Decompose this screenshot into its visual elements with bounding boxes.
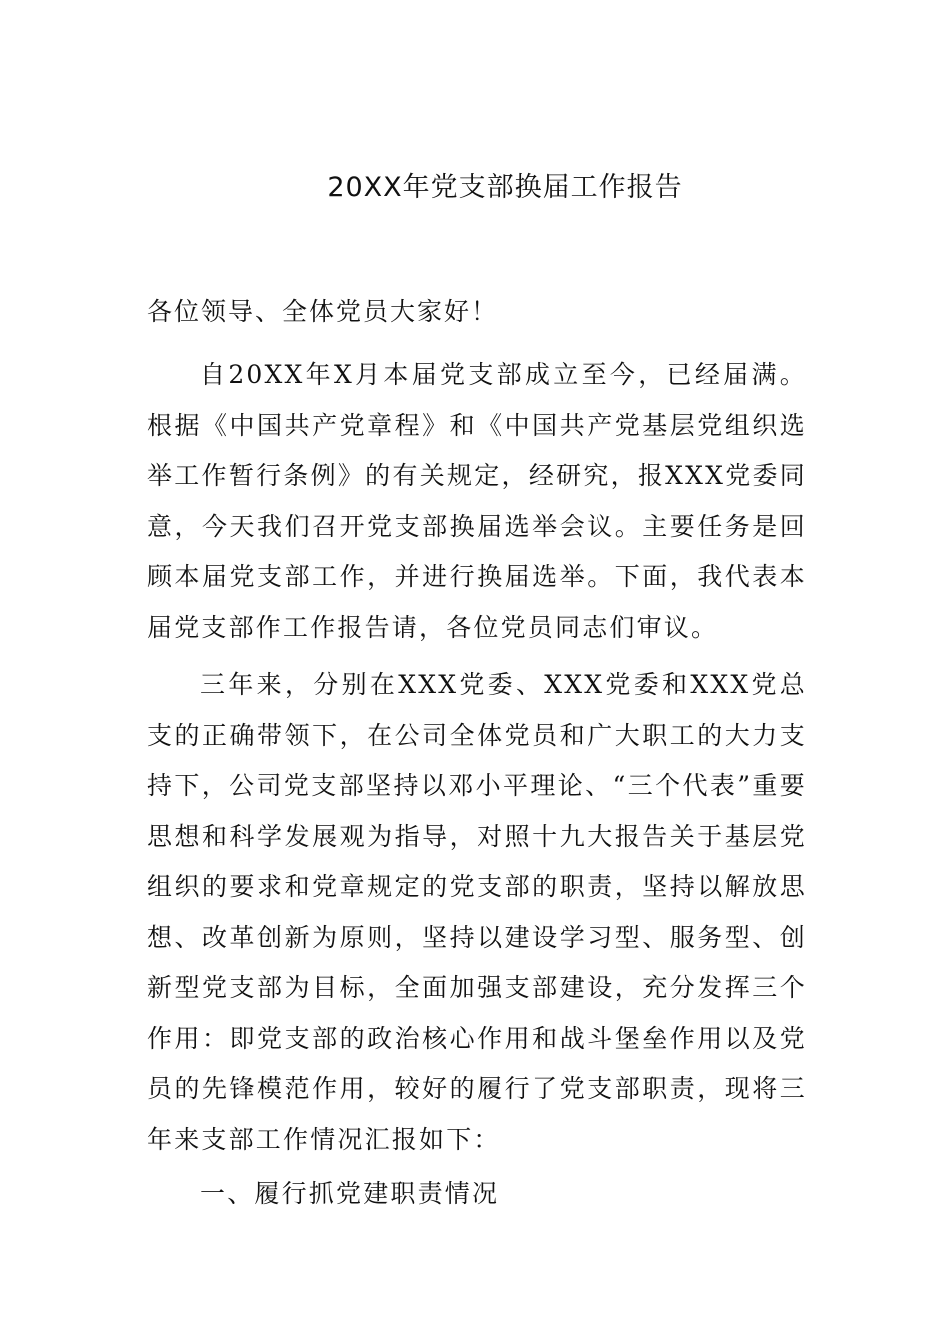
body-paragraph-1: 自20XX年X月本届党支部成立至今，已经届满。根据《中国共产党章程》和《中国共产党基层党组织选举工作暂行条例》的有关规定，经研究，报XXX党委同意，今天我们召开党支部换届选举会议。主要任务是回顾本届党支部工作，并进行换届选举。下面，我代表本届党支部作工作报告请，各位党员同志们审议。	[147, 360, 807, 642]
document-title: 20XX年党支部换届工作报告	[327, 172, 683, 203]
section-heading: 一、履行抓党建职责情况	[200, 1179, 500, 1208]
body-paragraph-2: 三年来，分别在XXX党委、XXX党委和XXX党总支的正确带领下，在公司全体党员和广大职工的大力支持下，公司党支部坚持以邓小平理论、“三个代表”重要思想和科学发展观为指导，对照十九大报告关于基层党组织的要求和党章规定的党支部的职责，坚持以解放思想、改革创新为原则，坚持以建设学习型、服务型、创新型党支部为目标，全面加强支部建设，充分发挥三个作用：即党支部的政治核心作用和战斗堡垒作用以及党员的先锋模范作用，较好的履行了党支部职责，现将三年来支部工作情况汇报如下：	[147, 670, 807, 1154]
greeting-line: 各位领导、全体党员大家好！	[147, 297, 499, 326]
